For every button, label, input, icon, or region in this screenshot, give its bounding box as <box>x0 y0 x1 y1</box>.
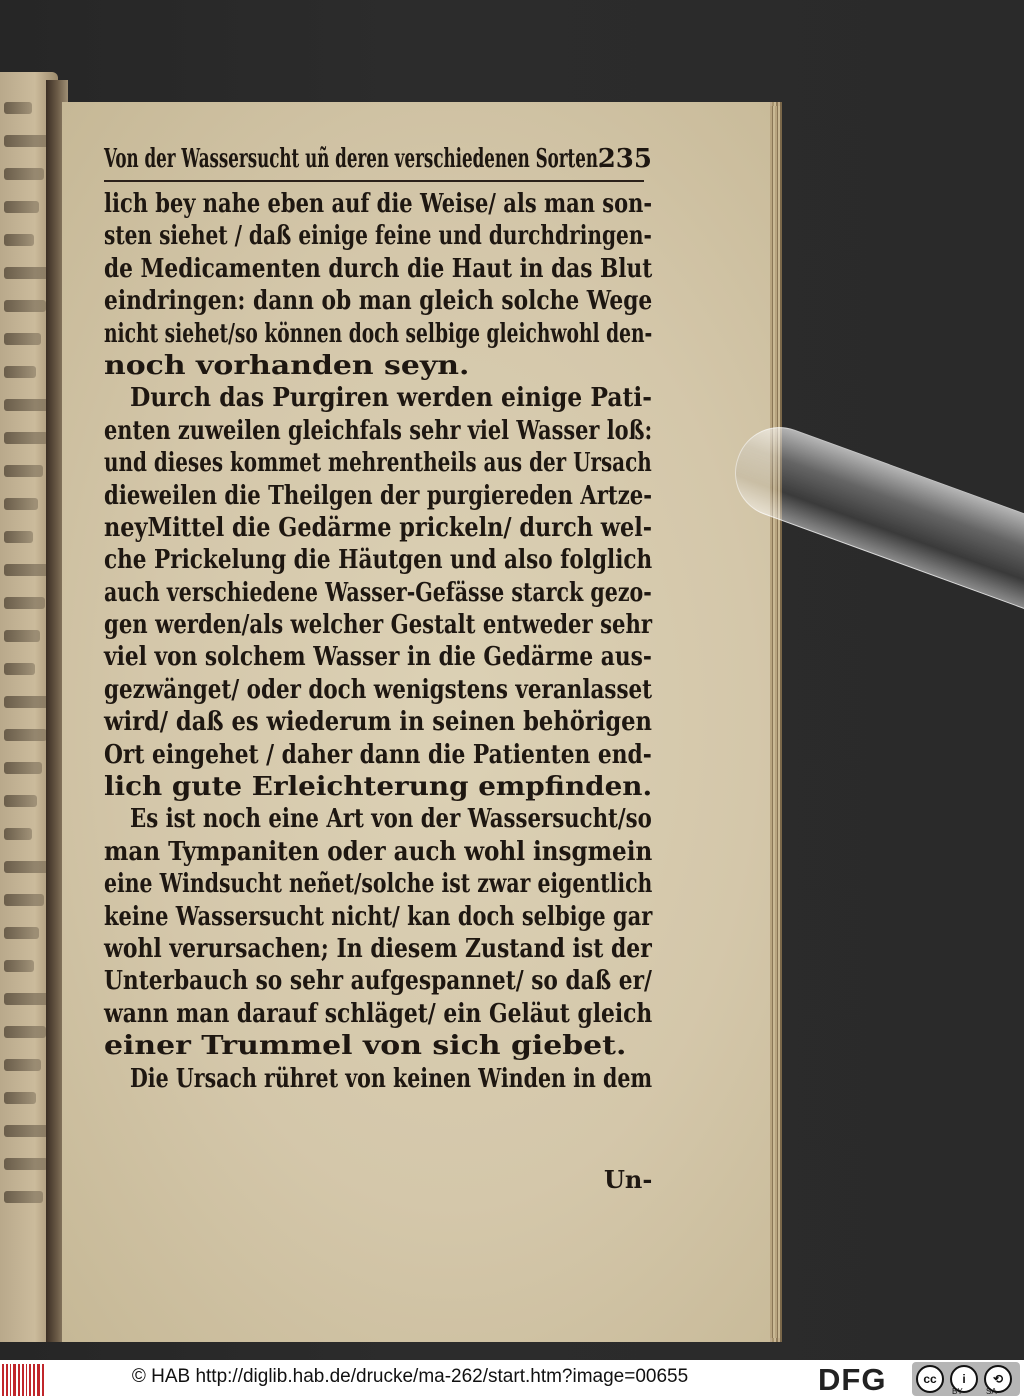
facing-page-text-fragment <box>4 729 47 741</box>
facing-page-text-fragment <box>4 960 34 972</box>
page-edge-stack <box>770 106 780 1338</box>
text-line-content: lich gute Erleichterung empfinden. <box>104 772 653 803</box>
text-line <box>104 415 656 447</box>
text-line <box>104 253 656 285</box>
text-line-content: wann man darauf schläget/ ein Geläut gleich <box>104 998 653 1029</box>
text-line <box>104 901 656 933</box>
text-line <box>104 609 656 641</box>
facing-page-text-fragment <box>4 894 44 906</box>
text-line-content: eindringen: dann ob man gleich solche Wege <box>104 286 653 317</box>
running-header <box>104 144 652 174</box>
facing-page-text-fragment <box>4 267 51 279</box>
copyright-link[interactable]: © HAB http://diglib.hab.de/drucke/ma-262/start.htm?image=00655 <box>131 1366 689 1387</box>
facing-page-text-fragment <box>4 1026 46 1038</box>
facing-page-text-fragment <box>4 432 48 444</box>
text-line <box>104 350 656 382</box>
text-line <box>104 1063 656 1095</box>
facing-page-text-fragment <box>4 168 44 180</box>
attribution-icon: i <box>950 1365 978 1393</box>
text-line-content: eine Windsucht neñet/solche ist zwar eigentlich <box>104 869 653 900</box>
facing-page-text-fragment <box>4 762 42 774</box>
text-line <box>104 965 656 997</box>
text-line-content: lich bey nahe eben auf die Weise/ als man son- <box>104 189 653 219</box>
text-line <box>104 447 656 479</box>
facing-page-text-fragment <box>4 531 33 543</box>
text-line-content: wird/ daß es wiederum in seinen behörigen <box>104 707 653 738</box>
facing-page-text-fragment <box>4 1059 41 1071</box>
text-line-content: und dieses kommet mehrentheils aus der Ursach <box>104 448 652 479</box>
facing-page-text-fragment <box>4 564 50 576</box>
text-line <box>104 739 656 771</box>
cc-sa-label: SA <box>986 1387 997 1396</box>
text-line <box>104 771 656 803</box>
text-line <box>104 674 656 706</box>
share-alike-icon: ⟲ <box>984 1365 1012 1393</box>
text-line <box>104 1030 656 1062</box>
facing-page-text-fragment <box>4 333 41 345</box>
text-line <box>104 512 656 544</box>
catchword: Un- <box>604 1165 653 1194</box>
page-number: 235 <box>597 144 652 174</box>
text-line-content: Ort eingehet / daher dann die Patienten end- <box>104 739 652 770</box>
header-rule <box>104 180 644 182</box>
facing-page-text-fragment <box>4 861 49 873</box>
text-line-content: enten zuweilen gleichfals sehr viel Wasser loß: <box>104 415 653 446</box>
text-line-content: gezwänget/ oder doch wenigstens veranlasset <box>104 674 653 705</box>
text-line <box>104 480 656 512</box>
text-line <box>104 220 656 252</box>
facing-page-text-fragment <box>4 663 35 675</box>
facing-page-text-fragment <box>4 135 49 147</box>
text-line-content: einer Trummel von sich giebet. <box>104 1031 627 1062</box>
facing-page-text-fragment <box>4 201 39 213</box>
text-line-content: sten siehet / daß einige feine und durchdringen- <box>104 221 652 252</box>
text-line-content: Es ist noch eine Art von der Wassersucht/so <box>130 804 652 835</box>
dfg-logo: DFG <box>818 1362 887 1397</box>
facing-page-text-fragment <box>4 465 43 477</box>
text-line-content: Durch das Purgiren werden einige Pati- <box>130 383 652 414</box>
text-line-content: che Prickelung die Häutgen und also folglich <box>104 545 653 576</box>
text-line-content: keine Wassersucht nicht/ kan doch selbige gar <box>104 901 653 932</box>
text-line <box>104 998 656 1030</box>
text-line-content: neyMittel die Gedärme prickeln/ durch wel- <box>104 512 653 543</box>
text-line-content: wohl verursachen; In diesem Zustand ist der <box>104 933 652 964</box>
text-line-content: de Medicamenten durch die Haut in das Blut <box>104 253 653 284</box>
text-line-content: noch vorhanden seyn. <box>104 350 470 381</box>
cc-icon: cc <box>916 1365 944 1393</box>
facing-page-text-fragment <box>4 366 36 378</box>
facing-page-text-fragment <box>4 927 39 939</box>
text-line-content: gen werden/als welcher Gestalt entweder sehr <box>104 610 653 641</box>
facing-page-text-fragment <box>4 630 40 642</box>
text-line <box>104 188 656 220</box>
facing-page-text-fragment <box>4 993 51 1005</box>
body-text <box>104 188 656 1095</box>
text-line-content: nicht siehet/so können doch selbige gleichwohl den- <box>104 318 653 349</box>
facing-page-text-fragment <box>4 1191 43 1203</box>
text-line <box>104 544 656 576</box>
text-line <box>104 706 656 738</box>
text-line-content: Unterbauch so sehr aufgespannet/ so daß er/ <box>104 966 652 997</box>
facing-page-text-fragment <box>4 234 34 246</box>
facing-page-text-fragment <box>4 498 38 510</box>
cc-license-badge[interactable] <box>912 1362 1020 1396</box>
header-title: Von der Wassersucht uñ deren verschiedenen Sorten. <box>104 144 604 174</box>
facing-page-text-fragment <box>4 1092 36 1104</box>
facing-page-text-fragment <box>4 696 52 708</box>
text-line-content: Die Ursach rühret von keinen Winden in dem <box>130 1063 653 1094</box>
text-line-content: auch verschiedene Wasser-Gefässe starck gezo- <box>104 577 652 608</box>
facing-page-text-fragment <box>4 300 46 312</box>
text-line <box>104 577 656 609</box>
text-line <box>104 641 656 673</box>
cc-by-label: BY <box>952 1387 963 1396</box>
facing-page-text-fragment <box>4 828 32 840</box>
text-line <box>104 382 656 414</box>
text-line <box>104 318 656 350</box>
facing-page-text-fragment <box>4 1158 48 1170</box>
text-line <box>104 933 656 965</box>
text-line <box>104 868 656 900</box>
facing-page-text-fragment <box>4 102 32 114</box>
text-line <box>104 285 656 317</box>
text-line <box>104 803 656 835</box>
facing-page-text-fragment <box>4 795 37 807</box>
text-line <box>104 836 656 868</box>
text-line-content: dieweilen die Theilgen der purgiereden Artze- <box>104 480 653 511</box>
text-line-content: man Tympaniten oder auch wohl insgmein <box>104 836 653 867</box>
text-line-content: viel von solchem Wasser in die Gedärme aus- <box>104 642 652 673</box>
facing-page-text-fragment <box>4 597 45 609</box>
